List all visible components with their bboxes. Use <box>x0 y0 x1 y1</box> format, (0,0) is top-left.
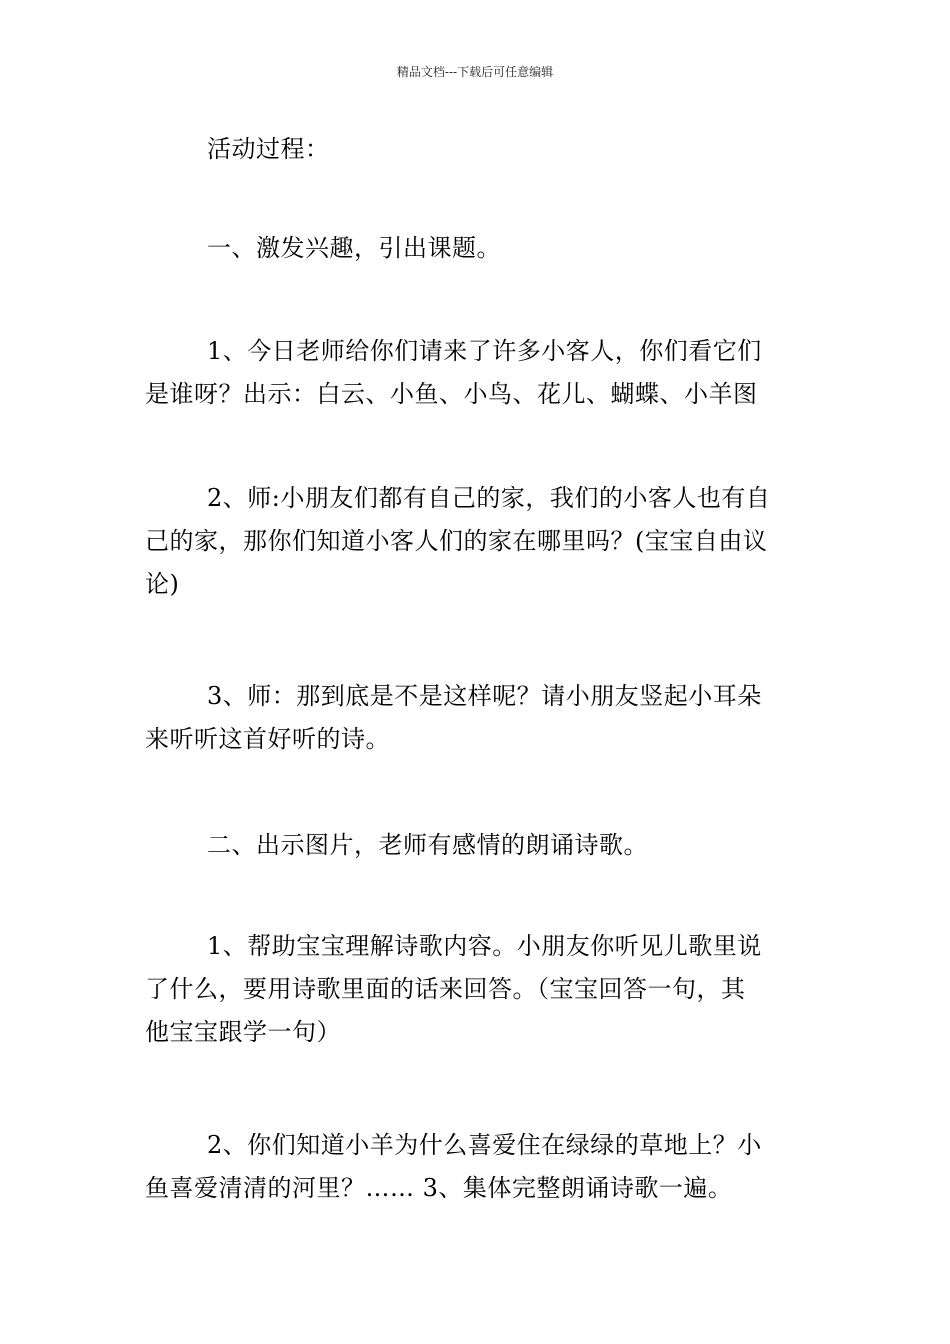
paragraph-4-line-1: 1、帮助宝宝理解诗歌内容。小朋友你听见儿歌里说 <box>207 932 762 960</box>
section-heading-2: 二、出示图片，老师有感情的朗诵诗歌。 <box>207 831 648 859</box>
paragraph-5-line-1: 2、你们知道小羊为什么喜爱住在绿绿的草地上？小 <box>207 1131 762 1159</box>
paragraph-2-line-1: 2、师:小朋友们都有自己的家，我们的小客人也有自 <box>207 484 771 512</box>
paragraph-1-line-1: 1、今日老师给你们请来了许多小客人，你们看它们 <box>207 337 762 365</box>
paragraph-4-line-2: 了什么，要用诗歌里面的话来回答。（宝宝回答一句，其 <box>145 975 746 1003</box>
paragraph-5-line-2: 鱼喜爱清清的河里？…… 3、集体完整朗诵诗歌一遍。 <box>145 1174 733 1202</box>
paragraph-3-line-1: 3、师：那到底是不是这样呢？请小朋友竖起小耳朵 <box>207 682 762 710</box>
section-heading-1: 一、激发兴趣，引出课题。 <box>207 234 501 262</box>
paragraph-4-line-3: 他宝宝跟学一句） <box>145 1018 341 1046</box>
paragraph-4 <box>145 925 810 1054</box>
paragraph-1-line-2: 是谁呀？出示：白云、小鱼、小鸟、花儿、蝴蝶、小羊图 <box>145 380 758 408</box>
paragraph-1 <box>145 330 810 416</box>
paragraph-3 <box>145 675 810 761</box>
page-header: 精品文档---下载后可任意编辑 <box>396 65 554 79</box>
title-heading: 活动过程： <box>207 135 330 163</box>
paragraph-2-line-2: 己的家，那你们知道小客人们的家在哪里吗？(宝宝自由议 <box>145 527 768 555</box>
paragraph-2-line-3: 论) <box>145 570 180 598</box>
paragraph-2 <box>145 477 810 606</box>
paragraph-3-line-2: 来听听这首好听的诗。 <box>145 725 390 753</box>
paragraph-5 <box>145 1124 810 1210</box>
